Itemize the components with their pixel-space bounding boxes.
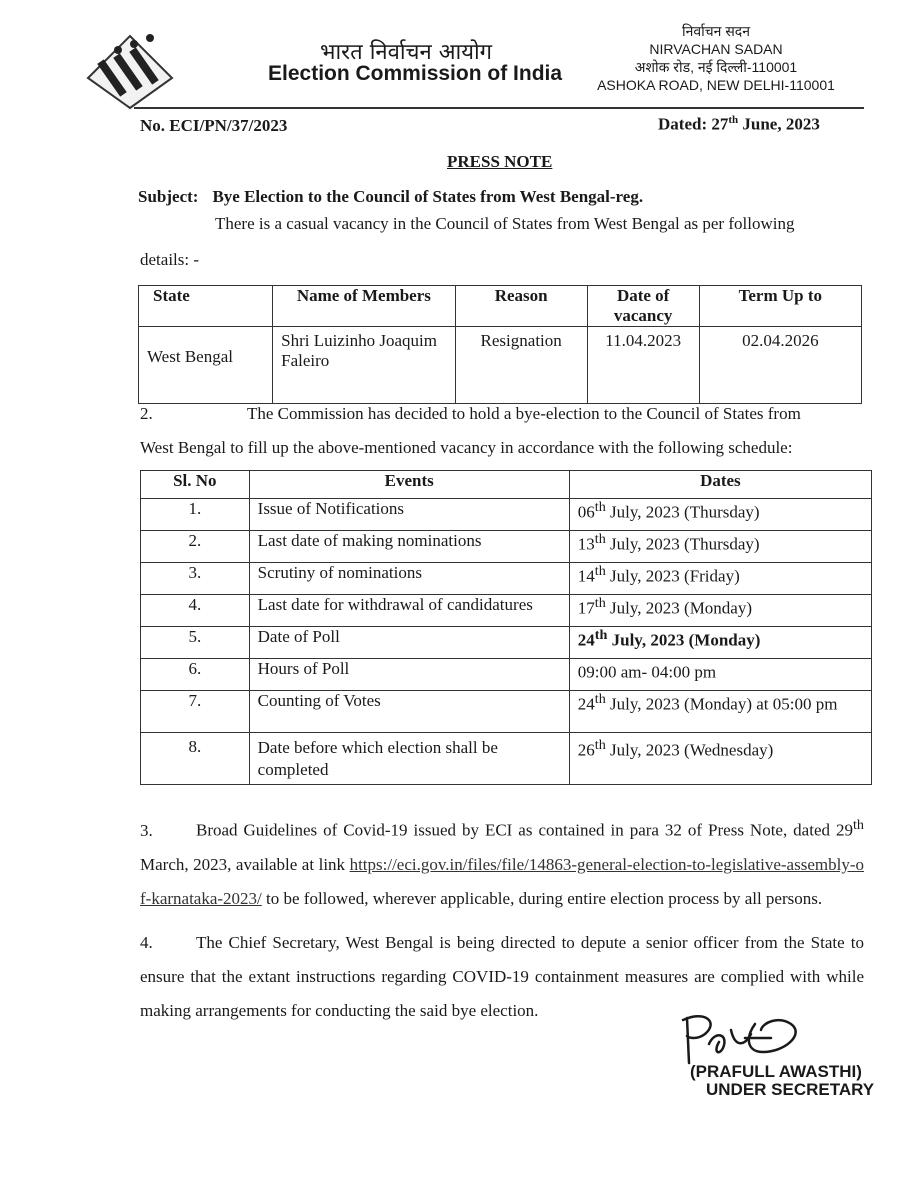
para3-text: March, 2023, available at link xyxy=(140,854,350,874)
table-cell: Scrutiny of nominations xyxy=(249,563,569,595)
table-header-row xyxy=(141,471,872,499)
eci-logo-icon xyxy=(78,28,182,110)
address-line: अशोक रोड, नई दिल्ली-110001 xyxy=(634,59,798,75)
date-text: July, 2023 (Monday) xyxy=(607,630,761,650)
date-sup: th xyxy=(594,531,606,547)
address-line: निर्वाचन सदन xyxy=(681,23,751,39)
address-line: NIRVACHAN SADAN xyxy=(649,41,783,57)
date-text: 14 xyxy=(577,566,595,586)
table-header-cell: Dates xyxy=(569,471,871,499)
table-cell xyxy=(569,659,871,691)
para3-text: Broad Guidelines of Covid-19 issued by ECI as contained in para 32 of Press Note, dated 29 xyxy=(196,820,853,840)
table-row xyxy=(141,627,872,659)
table-cell: Last date of making nominations xyxy=(249,531,569,563)
date-sup: th xyxy=(594,499,606,515)
table-cell: Last date for withdrawal of candidatures xyxy=(249,595,569,627)
table-cell: Shri Luizinho Joaquim Faleiro xyxy=(273,327,456,404)
table-cell: 7. xyxy=(141,691,250,733)
table-cell xyxy=(569,595,871,627)
address-block xyxy=(586,22,846,94)
table-cell: Hours of Poll xyxy=(249,659,569,691)
table-cell: Date before which election shall be completed xyxy=(249,733,569,785)
table-cell: Resignation xyxy=(455,327,587,404)
subject-label: Subject: xyxy=(138,187,199,206)
date-sup: th xyxy=(594,691,606,707)
table-row xyxy=(141,499,872,531)
guidelines-link[interactable]: https://eci.gov.in/files/file/14863-general-election-to-legislative-assembly-of-karnataka-2023/ xyxy=(140,854,864,908)
table-cell xyxy=(569,627,871,659)
reference-number: No. ECI/PN/37/2023 xyxy=(140,116,288,135)
date-text: 09:00 am- 04:00 pm xyxy=(577,662,717,682)
table-cell: 02.04.2026 xyxy=(699,327,861,404)
date-text: July, 2023 (Monday) xyxy=(605,598,753,618)
commission-title-hindi: भारत निर्वाचन आयोग xyxy=(320,40,493,65)
signatory-designation: UNDER SECRETARY xyxy=(706,1080,875,1099)
table-cell: 1. xyxy=(141,499,250,531)
table-cell xyxy=(569,691,871,733)
commission-title-english: Election Commission of India xyxy=(268,62,563,85)
press-note-title: PRESS NOTE xyxy=(447,152,553,171)
date-text: 17 xyxy=(577,598,595,618)
table-cell: West Bengal xyxy=(139,327,273,404)
table-cell: 8. xyxy=(141,733,250,785)
table-cell: 2. xyxy=(141,531,250,563)
signatory-name: (PRAFULL AWASTHI) xyxy=(690,1062,862,1081)
dated-suffix: June, 2023 xyxy=(738,114,820,134)
table-cell xyxy=(569,499,871,531)
date-sup: th xyxy=(594,737,606,753)
table-cell: Issue of Notifications xyxy=(249,499,569,531)
table-cell: 4. xyxy=(141,595,250,627)
dated-prefix: Dated: 27 xyxy=(658,114,729,134)
schedule-table xyxy=(140,470,872,785)
table-header-cell: Term Up to xyxy=(699,286,861,327)
intro-line: There is a casual vacancy in the Council of States from West Bengal as per following xyxy=(215,214,795,233)
table-cell: 6. xyxy=(141,659,250,691)
header-divider xyxy=(134,107,864,109)
table-header-cell: Name of Members xyxy=(273,286,456,327)
dated-sup: th xyxy=(728,114,739,126)
table-row xyxy=(141,531,872,563)
table-cell: Date of Poll xyxy=(249,627,569,659)
para2-line: West Bengal to fill up the above-mentioned vacancy in accordance with the following schedule: xyxy=(140,438,793,457)
date-text: July, 2023 (Monday) at 05:00 pm xyxy=(605,694,838,714)
table-cell: 5. xyxy=(141,627,250,659)
date-text: 06 xyxy=(577,502,595,522)
table-header-cell: Reason xyxy=(455,286,587,327)
table-header-cell: State xyxy=(139,286,273,327)
para3-sup: th xyxy=(852,817,864,833)
para3-text: to be followed, wherever applicable, during entire election process by all persons. xyxy=(261,888,823,908)
para2-num: 2. xyxy=(140,404,153,423)
date-text: July, 2023 (Wednesday) xyxy=(605,740,774,760)
table-cell: 3. xyxy=(141,563,250,595)
table-header-cell: Events xyxy=(249,471,569,499)
date-text: 26 xyxy=(577,740,595,760)
para4-text: The Chief Secretary, West Bengal is being directed to depute a senior officer from the State to ensure that the extant instructions regarding COVID-19 containment measures are complied with while making arrangements for conducting the said bye election. xyxy=(140,933,864,1020)
date-sup: th xyxy=(594,595,606,611)
table-row xyxy=(139,327,862,404)
para2-line: The Commission has decided to hold a bye-election to the Council of States from xyxy=(247,404,801,423)
subject-line xyxy=(138,187,643,207)
subject-text: Bye Election to the Council of States from West Bengal-reg. xyxy=(212,187,644,206)
date-sup: th xyxy=(594,563,606,579)
date-text: 24 xyxy=(577,694,595,714)
vacancy-table xyxy=(138,285,862,404)
table-cell xyxy=(569,733,871,785)
table-row xyxy=(141,659,872,691)
table-cell xyxy=(569,531,871,563)
table-row xyxy=(141,595,872,627)
dated-line xyxy=(658,114,820,135)
table-header-cell: Sl. No xyxy=(141,471,250,499)
table-row xyxy=(141,563,872,595)
para3 xyxy=(140,808,864,916)
date-text: 13 xyxy=(577,534,595,554)
para4-num: 4. xyxy=(140,933,153,952)
table-row xyxy=(141,733,872,785)
table-cell: 11.04.2023 xyxy=(587,327,699,404)
date-text: July, 2023 (Thursday) xyxy=(605,502,760,522)
table-header-cell: Date of vacancy xyxy=(587,286,699,327)
table-header-row xyxy=(139,286,862,327)
date-text: July, 2023 (Thursday) xyxy=(605,534,760,554)
para3-num: 3. xyxy=(140,820,153,840)
intro-line: details: - xyxy=(140,250,200,269)
table-row xyxy=(141,691,872,733)
date-text: 24 xyxy=(577,630,595,650)
date-sup: th xyxy=(594,627,608,643)
date-text: July, 2023 (Friday) xyxy=(605,566,740,586)
table-cell xyxy=(569,563,871,595)
table-cell: Counting of Votes xyxy=(249,691,569,733)
address-line: ASHOKA ROAD, NEW DELHI-110001 xyxy=(597,77,835,93)
